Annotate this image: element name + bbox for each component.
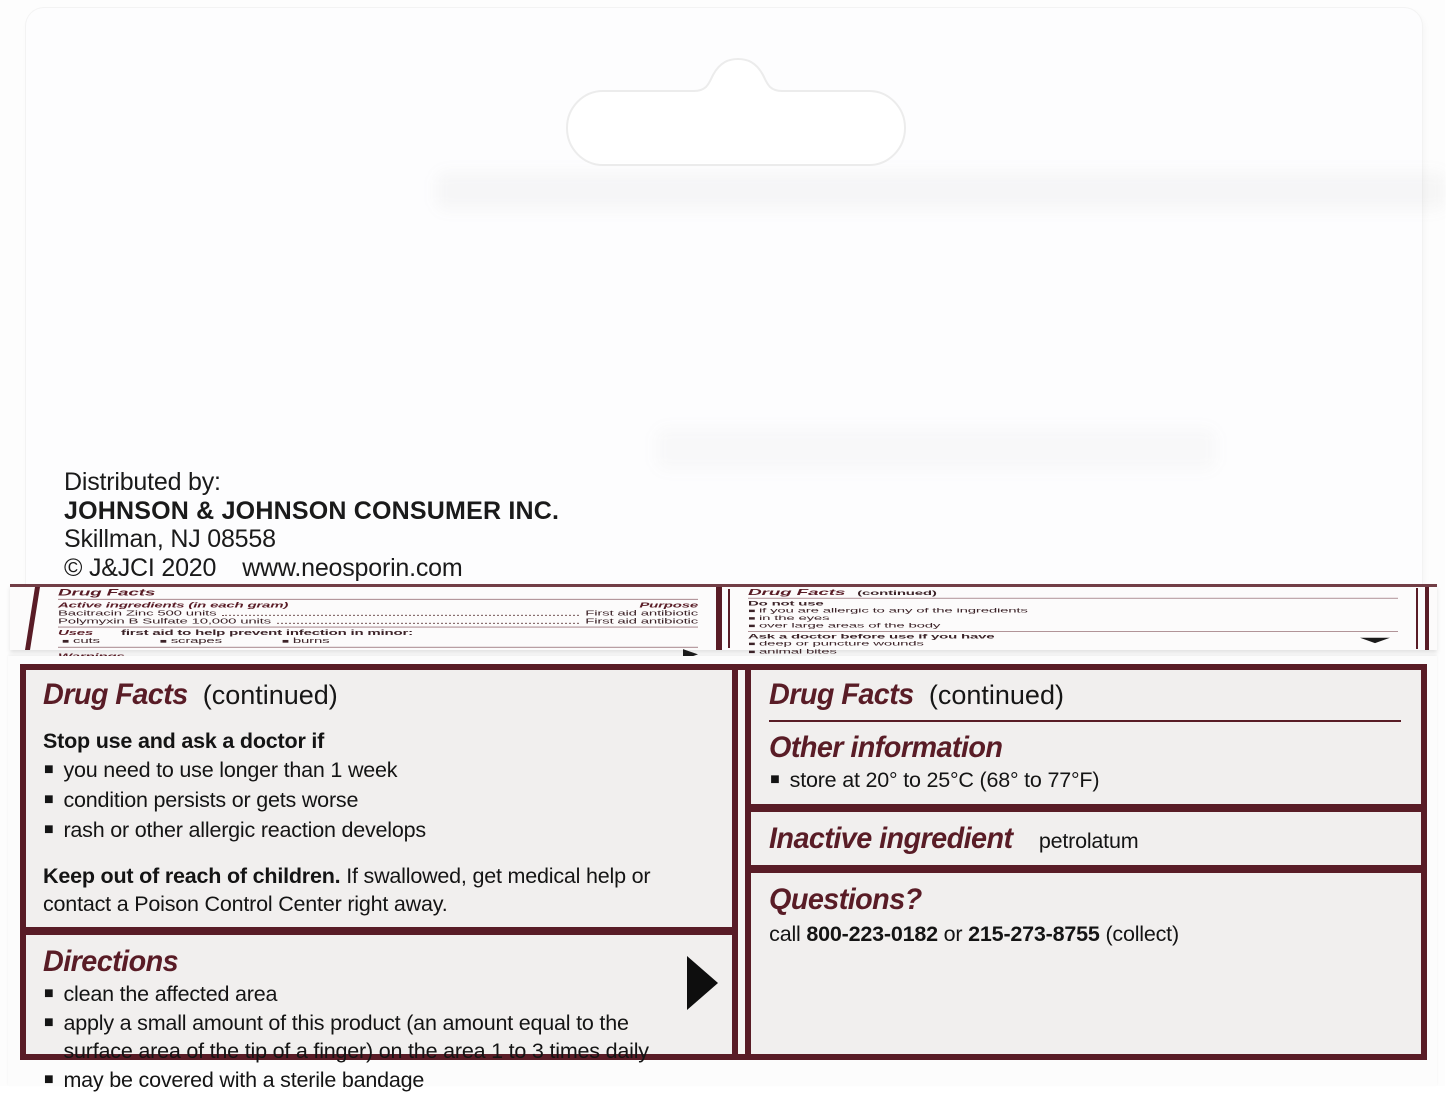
drug-facts-frame — [20, 664, 1427, 1092]
copyright-text: © J&JCI 2020 — [64, 553, 217, 582]
bullet-icon: ■ — [44, 1014, 54, 1031]
bullet-icon: ■ — [770, 771, 780, 788]
arrow-down-icon — [1360, 638, 1390, 643]
bullet-icon: ■ — [62, 637, 70, 645]
continued-label: (continued) — [857, 589, 937, 597]
flap-right-border — [1425, 587, 1429, 650]
call-label: call — [769, 922, 807, 946]
directions-list — [43, 979, 675, 1095]
bullet-icon: ■ — [44, 791, 54, 808]
uses-heading: Uses — [58, 628, 94, 637]
address-line: Skillman, NJ 08558 — [64, 525, 276, 553]
do-not-use-item: in the eyes — [759, 614, 830, 622]
website-url: www.neosporin.com — [242, 553, 463, 582]
divider — [748, 598, 1398, 599]
questions-heading: Questions? — [769, 883, 922, 916]
stop-use-item: ■ you need to use longer than 1 week — [44, 758, 398, 782]
do-not-use-heading: Do not use — [748, 599, 824, 608]
copyright-line — [64, 554, 559, 583]
section-divider — [751, 865, 1421, 873]
do-not-use-item: over large areas of the body — [759, 622, 941, 630]
other-information-item: ■ store at 20° to 25°C (68° to 77°F) — [770, 768, 1100, 792]
directions-heading: Directions — [43, 945, 179, 978]
keep-out-bold: Keep out of reach of children. — [43, 864, 341, 888]
or-label: or — [937, 922, 969, 946]
phone-number-2: 215-273-8755 — [968, 922, 1100, 946]
bullet-icon: ■ — [748, 648, 756, 655]
bullet-icon: ■ — [748, 607, 756, 614]
panel-right-column — [745, 670, 1421, 1054]
divider — [58, 647, 698, 648]
section-divider — [26, 927, 732, 935]
arrow-right-icon — [687, 956, 718, 1010]
drug-facts-title: Drug Facts — [769, 678, 914, 711]
bullet-icon: ■ — [748, 641, 756, 647]
active-ingredients-heading: Active ingredients (in each gram) — [58, 601, 289, 610]
distributor-block — [64, 468, 559, 582]
section-divider — [751, 804, 1421, 812]
column-gap — [738, 670, 745, 1054]
flap-column-divider — [716, 587, 722, 650]
panel-left-column — [26, 670, 738, 1092]
backing-card — [26, 8, 1422, 588]
do-not-use-item: if you are allergic to any of the ingredients — [759, 607, 1028, 615]
ingredient-purpose: First aid antibiotic — [585, 609, 698, 618]
bullet-icon: ■ — [44, 985, 54, 1002]
ingredient-name: Bacitracin Zinc 500 units — [58, 609, 217, 618]
continued-label: (continued) — [928, 680, 1064, 710]
directions-item: ■ clean the affected area — [44, 982, 278, 1006]
bullet-icon: ■ — [159, 637, 167, 645]
drug-facts-header — [769, 678, 1407, 712]
bullet-icon: ■ — [44, 821, 54, 838]
uses-item: cuts — [73, 636, 100, 645]
uses-item: scrapes — [170, 636, 222, 645]
flap-drug-facts-title: Drug Facts — [58, 588, 156, 598]
directions-item: ■ apply a small amount of this product (an amount equal to the surface area of the tip of a finger) on the area 1 to 3 times daily — [44, 1011, 649, 1063]
other-information-heading: Other information — [769, 731, 1003, 764]
section-rule — [769, 720, 1401, 722]
stop-use-heading: Stop use and ask a doctor if — [43, 729, 325, 753]
print-through-ghost — [656, 428, 1216, 470]
ingredient-purpose: First aid antibiotic — [585, 617, 698, 626]
collect-label: (collect) — [1099, 922, 1179, 946]
ask-doctor-item: deep or puncture wounds — [759, 640, 924, 648]
keep-out-paragraph — [43, 862, 691, 918]
bullet-icon: ■ — [44, 761, 54, 778]
flap-right-panel — [748, 589, 1398, 663]
ask-doctor-heading: Ask a doctor before use if you have — [748, 633, 995, 641]
company-line: JOHNSON & JOHNSON CONSUMER INC. — [64, 496, 560, 525]
dotted-leader — [277, 623, 579, 624]
questions-header — [769, 883, 1407, 917]
drug-facts-header — [43, 678, 718, 712]
inactive-ingredient-value: petrolatum — [1038, 829, 1139, 853]
bullet-icon: ■ — [748, 623, 756, 629]
other-information-header — [769, 731, 1407, 765]
hang-hole-cutout — [566, 60, 906, 166]
continued-label: (continued) — [202, 680, 338, 710]
uses-text: first aid to help prevent infection in minor: — [121, 628, 413, 637]
questions-call-line — [769, 920, 1407, 948]
inactive-ingredient-row — [769, 822, 1407, 856]
ask-doctor-item: animal bites — [759, 647, 837, 655]
purpose-heading: Purpose — [639, 601, 698, 610]
bullet-icon: ■ — [748, 615, 756, 622]
flap-left-border — [25, 587, 40, 650]
ingredient-name: Polymyxin B Sulfate 10,000 units — [58, 617, 271, 626]
stop-use-item: ■ condition persists or gets worse — [44, 788, 359, 812]
dotted-leader — [222, 615, 579, 616]
bullet-icon: ■ — [44, 1071, 54, 1088]
phone-number-1: 800-223-0182 — [806, 922, 938, 946]
drug-facts-panel — [8, 656, 1437, 1092]
uses-item: burns — [292, 636, 330, 645]
keep-out-text: If swallowed, get medical help or contact a Poison Control Center right away. — [43, 864, 651, 916]
directions-header — [43, 945, 718, 979]
print-through-ghost — [436, 172, 1446, 210]
stop-use-item: ■ rash or other allergic reaction develops — [44, 818, 426, 842]
drug-facts-title: Drug Facts — [43, 678, 188, 711]
directions-item: ■ may be covered with a sterile bandage — [44, 1068, 425, 1092]
divider — [748, 631, 1398, 632]
inactive-ingredient-heading: Inactive ingredient — [769, 822, 1013, 855]
bullet-icon: ■ — [281, 637, 289, 645]
divider — [58, 627, 698, 628]
distributed-by-line: Distributed by: — [64, 468, 221, 496]
divider — [58, 599, 698, 600]
flap-drug-facts-title: Drug Facts — [748, 588, 846, 597]
box-top-flap-band — [10, 584, 1437, 655]
